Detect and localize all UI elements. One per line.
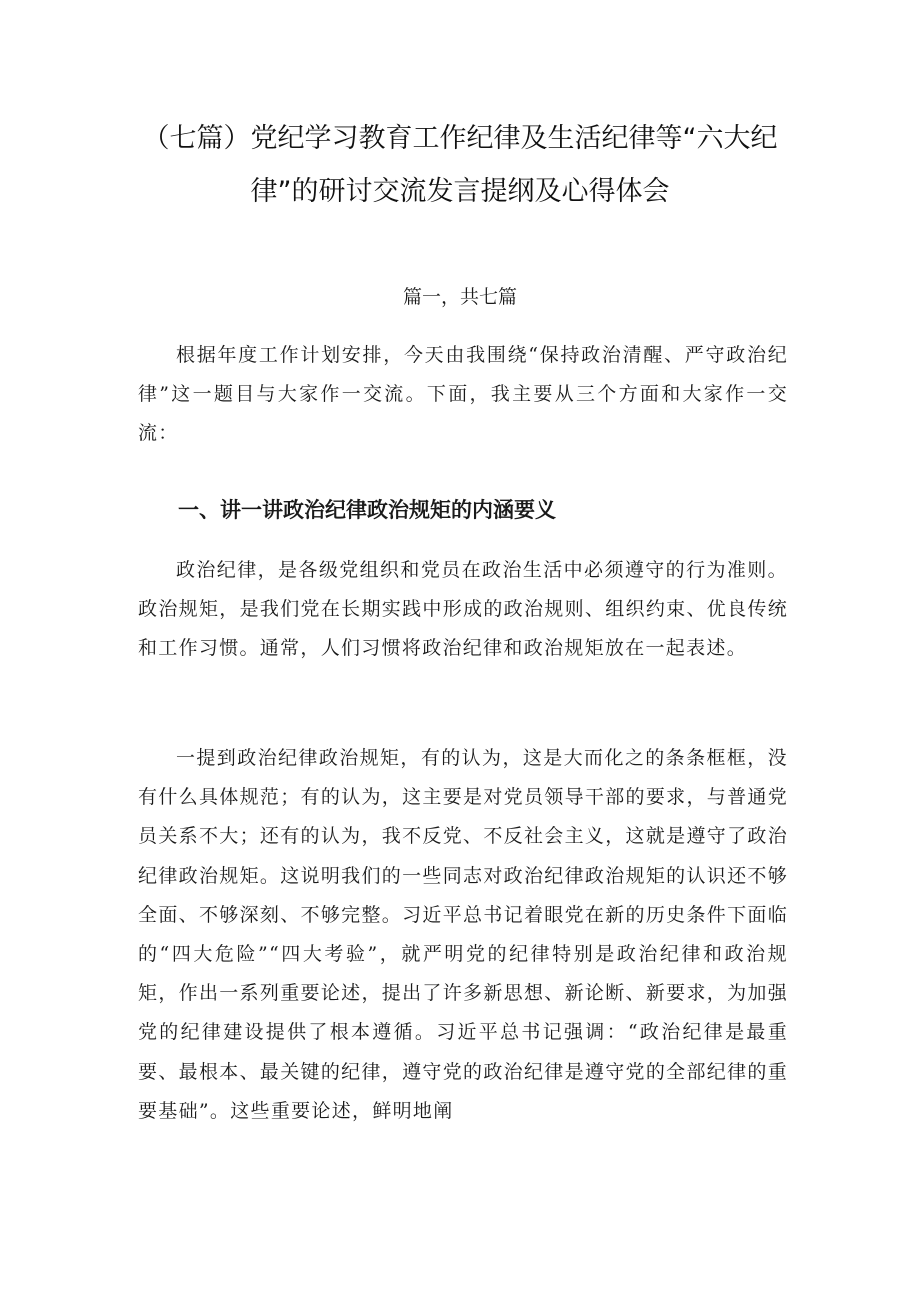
definition-paragraph: 政治纪律，是各级党组织和党员在政治生活中必须遵守的行为准则。政治规矩，是我们党在长期实践中形成的政治规则、组织约束、优良传统和工作习惯。通常，人们习惯将政治纪律和政治规矩放在一起表述。 — [138, 559, 788, 660]
section-heading: 一、讲一讲政治纪律政治规矩的内涵要义 — [178, 498, 556, 522]
part-label: 篇一，共七篇 — [402, 286, 517, 308]
document-title: （七篇）党纪学习教育工作纪律及生活纪律等“六大纪律”的研讨交流发言提纲及心得体会 — [142, 123, 778, 207]
intro-paragraph: 根据年度工作计划安排，今天由我围绕“保持政治清醒、严守政治纪律”这一题目与大家作一交流。下面，我主要从三个方面和大家作一交流： — [138, 344, 788, 445]
discussion-paragraph: 一提到政治纪律政治规矩，有的认为，这是大而化之的条条框框，没有什么具体规范；有的认为，这主要是对党员领导干部的要求，与普通党员关系不大；还有的认为，我不反党、不反社会主义，这就是遵守了政治纪律政治规矩。这说明我们的一些同志对政治纪律政治规矩的认识还不够全面、不够深刻、不够完整。习近平总书记着眼党在新的历史条件下面临的“四大危险”“四大考验”，就严明党的纪律特别是政治纪律和政治规矩，作出一系列重要论述，提出了许多新思想、新论断、新要求，为加强党的纪律建设提供了根本遵循。习近平总书记强调：“政治纪律是最重要、最根本、最关键的纪律，遵守党的政治纪律是遵守党的全部纪律的重要基础”。这些重要论述，鲜明地阐 — [138, 747, 788, 1122]
